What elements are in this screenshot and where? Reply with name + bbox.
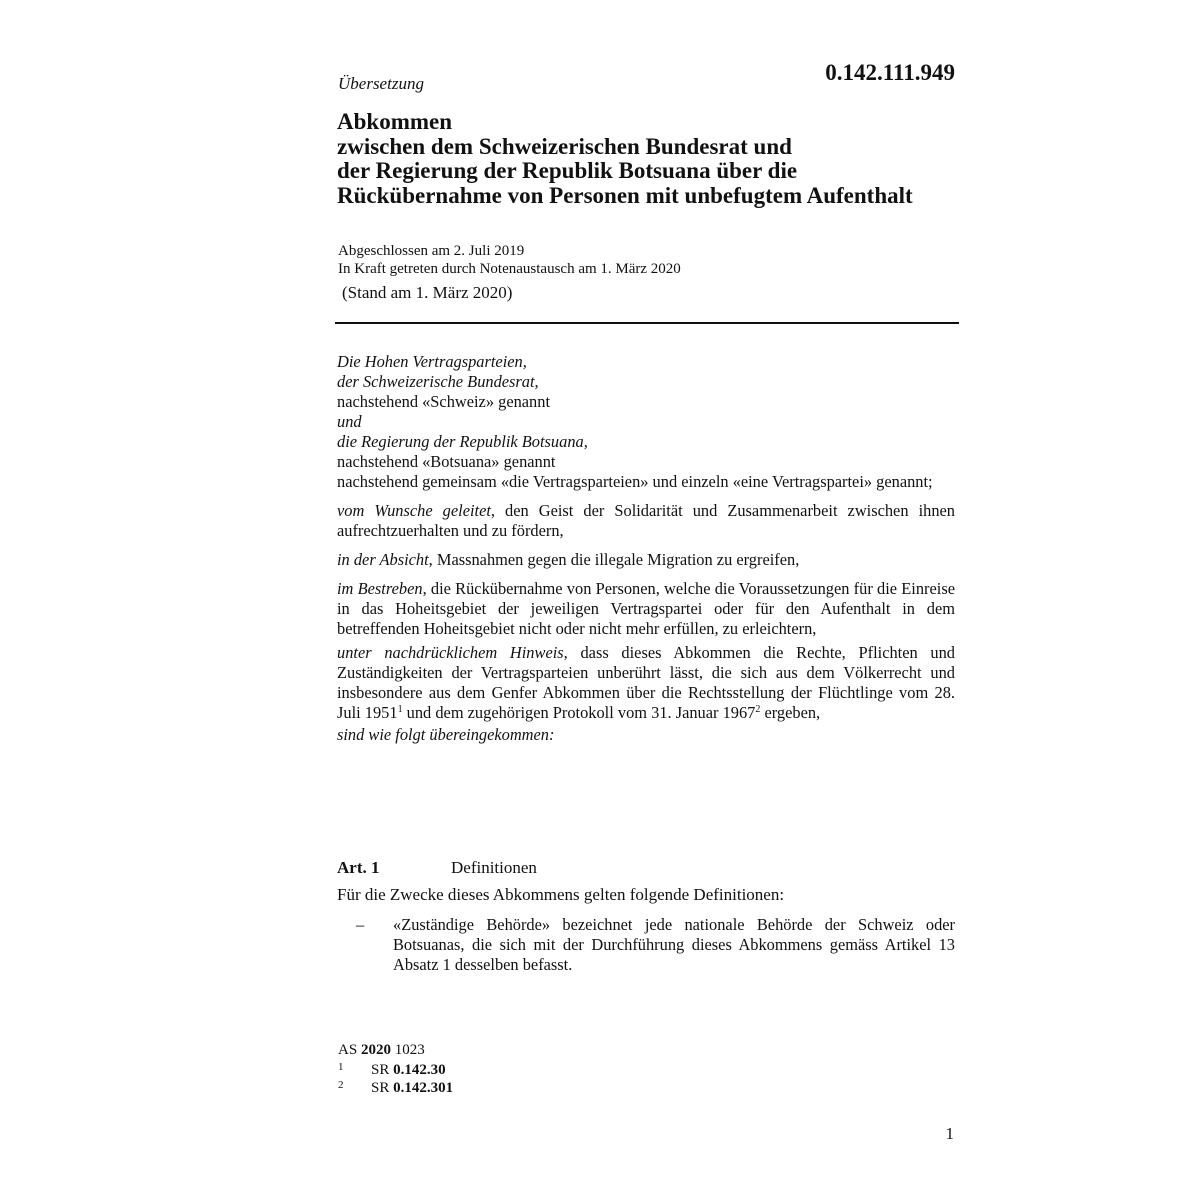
document-meta xyxy=(338,243,681,278)
article-heading xyxy=(337,858,537,878)
as-prefix: AS xyxy=(338,1042,358,1058)
paragraph-text: und dem zugehörigen Protokoll vom 31. Januar 1967 xyxy=(402,703,756,722)
footnote-ref[interactable]: 0.142.301 xyxy=(393,1080,454,1096)
footnote xyxy=(338,1079,453,1097)
preamble-line: der Schweizerische Bundesrat, xyxy=(337,372,539,391)
title-line: Rückübernahme von Personen mit unbefugtem Aufenthalt xyxy=(337,182,913,208)
footnote-prefix: SR xyxy=(371,1062,390,1078)
paragraph-text: ergeben, xyxy=(760,703,821,722)
footnote-number: 1 xyxy=(338,1061,344,1073)
title-line: Abkommen xyxy=(337,109,453,134)
preamble-line: Die Hohen Vertragsparteien, xyxy=(337,352,527,371)
footnote-marker[interactable]: 1 xyxy=(397,704,403,715)
article-intro: Für die Zwecke dieses Abkommens gelten folgende Definitionen: xyxy=(337,885,785,904)
footnote xyxy=(338,1061,446,1079)
preamble-line: nachstehend gemeinsam «die Vertragsparteien» und einzeln «eine Vertragspartei» genannt; xyxy=(337,472,933,491)
paragraph-text: , dass dieses Abkommen die Rechte, Pflichten und Zuständigkeiten der Vertragsparteien unberührt lässt, die sich aus dem Völkerrecht und insbesondere aus dem Genfer Abkommen über die Rechtsstellung der Flüchtlinge vom 28. Juli 1951 xyxy=(337,643,955,722)
footnote-number: 2 xyxy=(338,1079,344,1091)
footnote-marker[interactable]: 2 xyxy=(755,704,761,715)
document-title xyxy=(337,110,913,208)
preamble-line: nachstehend «Schweiz» genannt xyxy=(337,392,551,411)
preamble-paragraph xyxy=(337,550,955,570)
title-line: der Regierung der Republik Botsuana über die xyxy=(337,158,798,183)
paragraph-text: , Massnahmen gegen die illegale Migration zu ergreifen, xyxy=(428,550,800,569)
footnote-ref[interactable]: 0.142.30 xyxy=(393,1062,446,1078)
translation-label: Übersetzung xyxy=(338,74,424,93)
title-line: zwischen dem Schweizerischen Bundesrat und xyxy=(337,133,792,159)
official-collection-ref xyxy=(338,1042,425,1059)
preamble-paragraph xyxy=(337,579,955,639)
concluded-date: Abgeschlossen am 2. Juli 2019 xyxy=(338,243,525,259)
preamble-line: die Regierung der Republik Botsuana, xyxy=(337,432,588,451)
article-number: Art. 1 xyxy=(337,858,380,877)
preamble-line: nachstehend «Botsuana» genannt xyxy=(337,452,556,471)
as-year: 2020 xyxy=(360,1042,391,1058)
page-number: 1 xyxy=(945,1124,954,1143)
paragraph-text: , den Geist der Solidarität und Zusammenarbeit zwischen ihnen aufrechtzuerhalten und zu fördern, xyxy=(337,501,955,540)
preamble xyxy=(337,352,955,745)
paragraph-lead: im Bestreben xyxy=(337,579,423,598)
list-dash: – xyxy=(356,915,365,934)
preamble-paragraph xyxy=(337,643,955,723)
paragraph-lead: unter nachdrücklichem Hinweis xyxy=(337,643,564,662)
definition-item: «Zuständige Behörde» bezeichnet jede nationale Behörde der Schweiz oder Botsuanas, die sich mit der Durchführung dieses Abkommens gemäss Artikel 13 Absatz 1 desselben befasst. xyxy=(393,915,955,974)
as-page: 1023 xyxy=(394,1042,425,1058)
status-date: (Stand am 1. März 2020) xyxy=(342,283,513,302)
paragraph-text: , die Rückübernahme von Personen, welche die Voraussetzungen für die Einreise in das Hoheitsgebiet der jeweiligen Vertragspartei oder für den Aufenthalt in dem betreffenden Hoheitsgebiet nicht oder nicht mehr erfüllen, zu erleichtern, xyxy=(337,579,955,638)
paragraph-lead: vom Wunsche geleitet xyxy=(337,501,491,520)
preamble-closing: sind wie folgt übereingekommen: xyxy=(337,725,555,744)
article-title: Definitionen xyxy=(451,858,537,877)
header-divider xyxy=(335,322,959,324)
preamble-paragraph xyxy=(337,501,955,541)
in-force-date: In Kraft getreten durch Notenaustausch am 1. März 2020 xyxy=(338,260,681,277)
footnote-prefix: SR xyxy=(371,1080,390,1096)
preamble-line: und xyxy=(337,412,362,431)
sr-number: 0.142.111.949 xyxy=(825,60,955,85)
paragraph-lead: in der Absicht xyxy=(337,550,429,569)
